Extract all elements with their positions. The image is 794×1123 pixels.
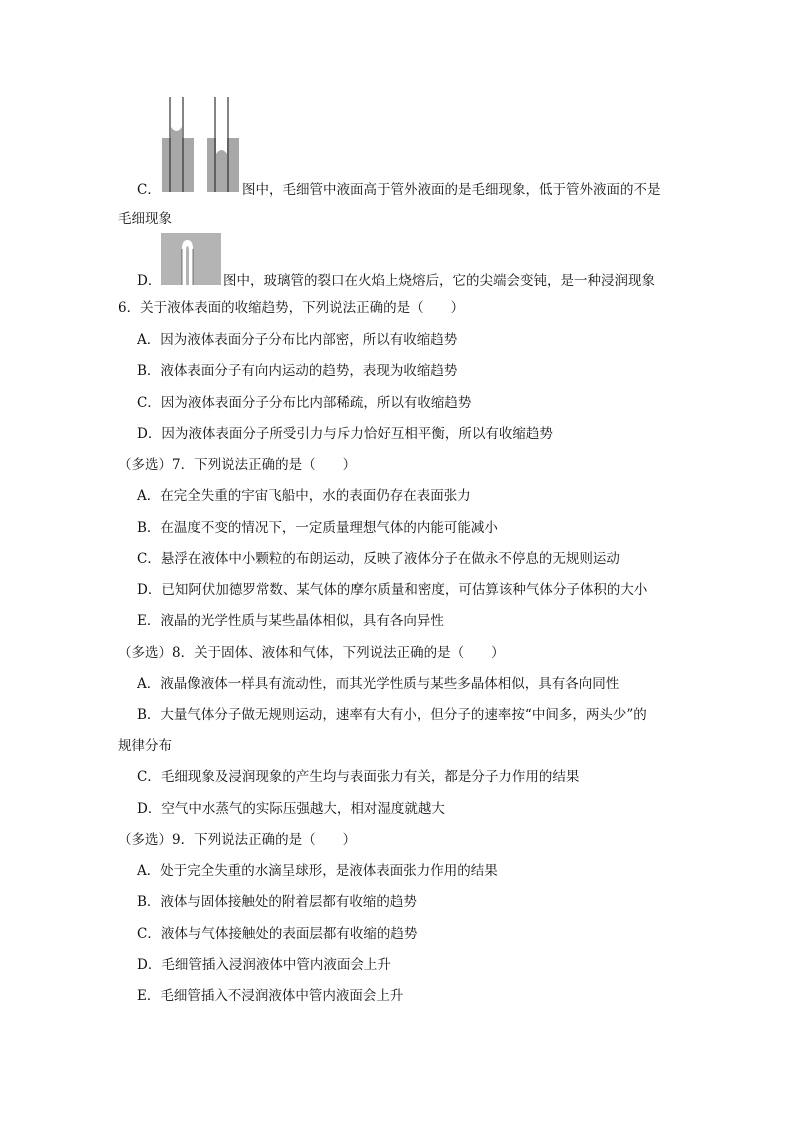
q6-stem: 6．关于液体表面的收缩趋势，下列说法正确的是（ ） <box>118 300 465 316</box>
glass-tube-figure <box>161 233 221 285</box>
q9-option-d: D．毛细管插入浸润液体中管内液面会上升 <box>137 957 391 973</box>
q9-option-c: C．液体与气体接触处的表面层都有收缩的趋势 <box>137 926 418 942</box>
q8-option-a: A．液晶像液体一样具有流动性，而其光学性质与某些多晶体相似，具有各向同性 <box>137 676 620 692</box>
q7-option-b: B．在温度不变的情况下，一定质量理想气体的内能可能减小 <box>137 520 498 536</box>
capillary-tubes-figure <box>160 97 240 193</box>
option-d-text: 图中，玻璃管的裂口在火焰上烧熔后，它的尖端会变钝，是一种浸润现象 <box>223 273 655 289</box>
q7-option-e: E．液晶的光学性质与某些晶体相似，具有各向异性 <box>137 613 444 629</box>
q7-option-a: A．在完全失重的宇宙飞船中，水的表面仍存在表面张力 <box>137 488 471 504</box>
q7-option-c: C．悬浮在液体中小颗粒的布朗运动，反映了液体分子在做永不停息的无规则运动 <box>137 551 620 567</box>
q7-option-d: D．已知阿伏加德罗常数、某气体的摩尔质量和密度，可估算该种气体分子体积的大小 <box>137 582 648 598</box>
option-c-text-cont: 毛细现象 <box>118 211 172 227</box>
q8-option-d: D．空气中水蒸气的实际压强越大，相对湿度就越大 <box>137 801 445 817</box>
option-c-text: 图中，毛细管中液面高于管外液面的是毛细现象，低于管外液面的不是 <box>242 182 661 198</box>
q8-option-b: B．大量气体分子做无规则运动，速率有大有小，但分子的速率按“中间多，两头少”的 <box>137 707 647 723</box>
q8-stem: （多选）8．关于固体、液体和气体，下列说法正确的是（ ） <box>118 645 505 661</box>
q9-stem: （多选）9．下列说法正确的是（ ） <box>118 832 357 848</box>
q6-option-b: B．液体表面分子有向内运动的趋势，表现为收缩趋势 <box>137 363 458 379</box>
q8-option-b-cont: 规律分布 <box>118 738 172 754</box>
option-d-letter: D． <box>137 273 162 289</box>
option-c-letter: C． <box>137 182 161 198</box>
q6-option-c: C．因为液体表面分子分布比内部稀疏，所以有收缩趋势 <box>137 395 472 411</box>
q9-option-a: A．处于完全失重的水滴呈球形，是液体表面张力作用的结果 <box>137 863 498 879</box>
q6-option-a: A．因为液体表面分子分布比内部密，所以有收缩趋势 <box>137 332 458 348</box>
q9-option-e: E．毛细管插入不浸润液体中管内液面会上升 <box>137 988 404 1004</box>
q9-option-b: B．液体与固体接触处的附着层都有收缩的趋势 <box>137 894 417 910</box>
q7-stem: （多选）7．下列说法正确的是（ ） <box>118 457 357 473</box>
q8-option-c: C．毛细现象及浸润现象的产生均与表面张力有关，都是分子力作用的结果 <box>137 769 580 785</box>
q6-option-d: D．因为液体表面分子所受引力与斥力恰好互相平衡，所以有收缩趋势 <box>137 426 553 442</box>
